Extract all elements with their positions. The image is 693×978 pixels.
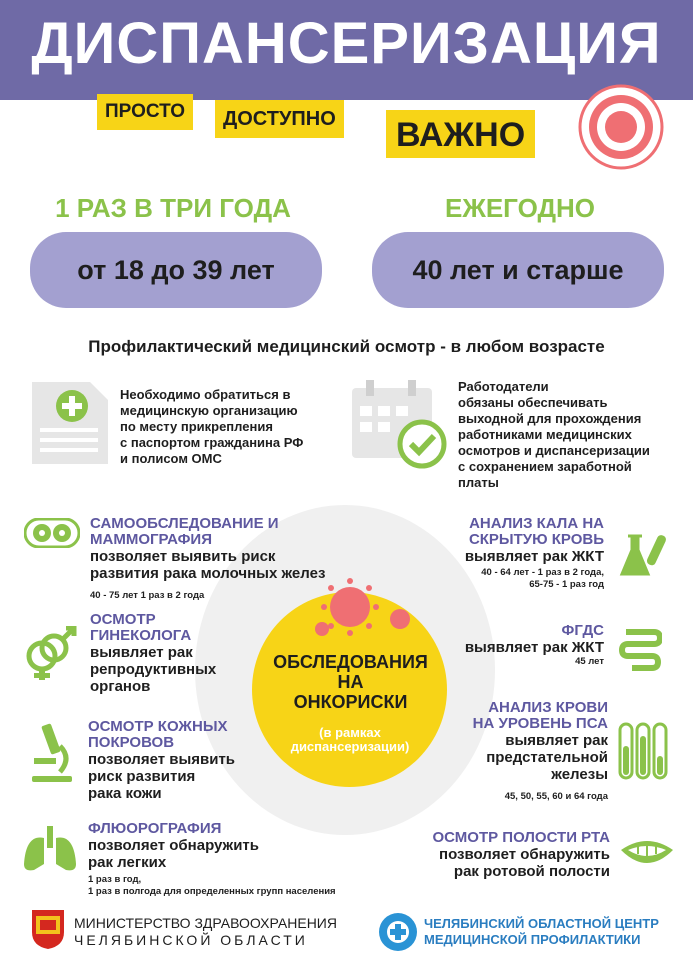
tag-important: ВАЖНО	[386, 110, 535, 158]
center-subtitle: (в рамках диспансеризации)	[290, 725, 410, 754]
screening-fgds: ФГДС выявляет рак ЖКТ 45 лет	[464, 622, 604, 667]
document-plus-icon	[30, 380, 110, 466]
center-title: ОБСЛЕДОВАНИЯ НА ОНКОРИСКИ	[273, 652, 428, 712]
subtitle: Профилактический медицинский осмотр - в любом возрасте	[88, 337, 605, 356]
info-left: Необходимо обратиться в медицинскую организацию по месту прикрепления с паспортом гражданина РФ и полисом ОМС	[120, 387, 304, 466]
calendar-check-icon	[350, 378, 450, 470]
screening-stool-test: АНАЛИЗ КАЛА НА СКРЫТУЮ КРОВЬ выявляет рак ЖКТ 40 - 64 лет - 1 раз в 2 года, 65-75 - 1 раз год	[464, 515, 604, 590]
screening-oral: ОСМОТР ПОЛОСТИ РТА позволяет обнаружить рак ротовой полости	[432, 829, 610, 880]
freq-three-years: 1 РАЗ В ТРИ ГОДА	[55, 193, 291, 223]
medical-center-logo-icon	[378, 912, 418, 952]
ministry-label: МИНИСТЕРСТВО ЗДРАВООХРАНЕНИЯ ЧЕЛЯБИНСКОЙ ОБЛАСТИ	[74, 915, 337, 948]
gender-icon	[22, 626, 78, 682]
lungs-icon	[22, 824, 78, 874]
screening-psa: АНАЛИЗ КРОВИ НА УРОВЕНЬ ПСА выявляет рак предстательной железы 45, 50, 55, 60 и 64 года	[472, 699, 608, 802]
page-title: ДИСПАНСЕРИЗАЦИЯ	[31, 11, 662, 76]
flask-icon	[618, 530, 674, 580]
freq-annually: ЕЖЕГОДНО	[445, 193, 595, 223]
screening-skin: ОСМОТР КОЖНЫХ ПОКРОВОВ позволяет выявить риск развития рака кожи	[88, 718, 236, 802]
medical-center-label: ЧЕЛЯБИНСКИЙ ОБЛАСТНОЙ ЦЕНТР МЕДИЦИНСКОЙ ПРОФИЛАКТИКИ	[424, 916, 659, 947]
coat-of-arms-icon	[30, 908, 66, 950]
info-right: Работодатели обязаны обеспечивать выходной для прохождения работниками медицинских осмотров и диспансеризации с сохранением заработной платы	[458, 379, 650, 490]
target-icon	[578, 84, 664, 170]
tag-simple: ПРОСТО	[97, 94, 193, 130]
age-range-pill: 40 лет и старше	[372, 232, 664, 308]
mouth-icon	[618, 836, 676, 872]
age-range-pill: от 18 до 39 лет	[30, 232, 322, 308]
test-tubes-icon	[618, 722, 670, 780]
intestine-icon	[618, 628, 662, 672]
breast-icon	[24, 518, 80, 548]
screening-gynecologist: ОСМОТР ГИНЕКОЛОГА выявляет рак репродуктивных органов	[90, 611, 217, 695]
screening-mammography: САМООБСЛЕДОВАНИЕ И МАММОГРАФИЯ позволяет выявить риск развития рака молочных желез 40 - 75 лет 1 раз в 2 года	[90, 515, 326, 601]
tag-accessible: ДОСТУПНО	[215, 100, 344, 138]
microscope-icon	[26, 722, 76, 784]
screening-fluorography: ФЛЮОРОГРАФИЯ позволяет обнаружить рак легких 1 раз в год, 1 раз в полгода для определенных групп населения	[88, 820, 336, 897]
